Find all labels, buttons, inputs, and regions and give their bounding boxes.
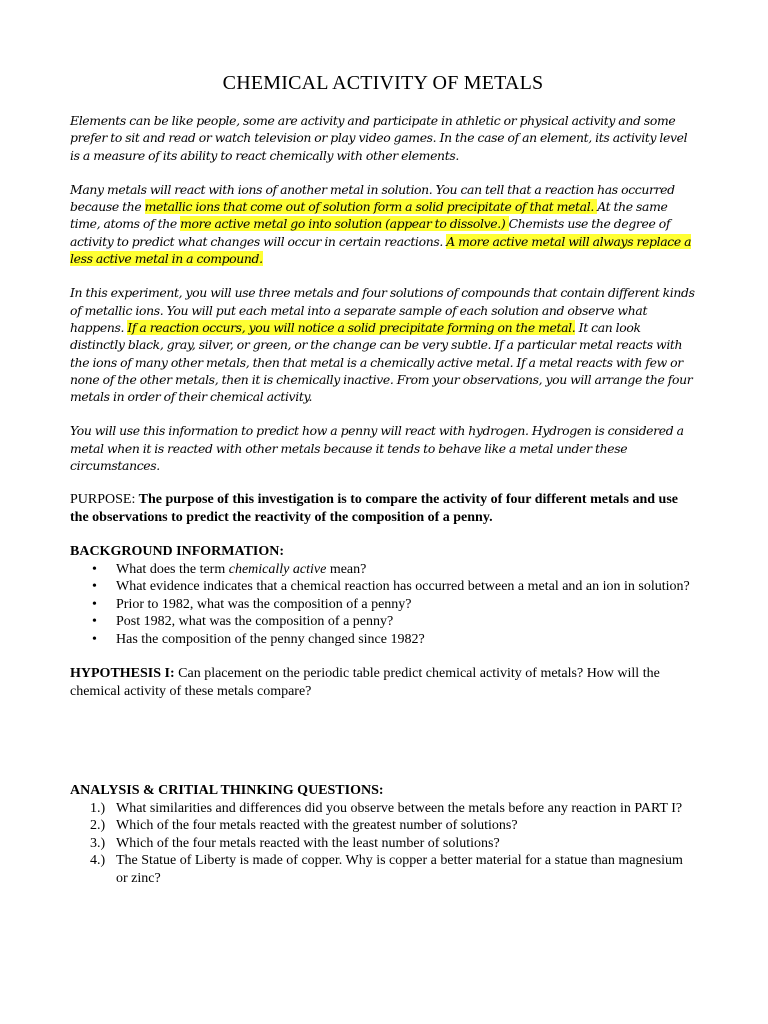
list-item-text: The Statue of Liberty is made of copper. Why is copper a better material for a statue than magnesium or zinc?	[116, 853, 683, 886]
item-number: 3.)	[90, 835, 106, 851]
list-item	[70, 852, 696, 887]
list-item-text: Post 1982, what was the composition of a penny?	[116, 614, 394, 630]
page-title: CHEMICAL ACTIVITY OF METALS	[222, 72, 544, 94]
list-item-text: Which of the four metals reacted with the greatest number of solutions?	[116, 818, 518, 834]
item-number: 1.)	[90, 800, 106, 816]
text-run: Chemists use the degree of activity to predict what changes will occur in certain reactions.	[70, 216, 671, 249]
list-item	[70, 578, 696, 596]
analysis-heading: ANALYSIS & CRITIAL THINKING QUESTIONS:	[70, 783, 384, 799]
item-number: 2.)	[90, 818, 106, 834]
experiment-paragraph	[70, 284, 696, 405]
bullet-icon: •	[92, 614, 97, 630]
highlighted-text: A more active metal will always replace a less active metal in a compound.	[70, 233, 692, 267]
hydrogen-paragraph: You will use this information to predict how a penny will react with hydrogen. Hydrogen is considered a metal when it is reacted with other metals because it tends to behave like a metal under these circumstances.	[70, 423, 684, 474]
bullet-icon: •	[92, 631, 97, 647]
text-run: Many metals will react with ions of another metal in solution. You can tell that a reaction has occurred because the	[70, 181, 675, 215]
list-item-text: Which of the four metals reacted with the least number of solutions?	[116, 835, 500, 851]
list-item	[70, 835, 696, 853]
text-run: What does the term	[116, 561, 229, 577]
bullet-icon: •	[92, 596, 97, 612]
bullet-icon: •	[92, 561, 97, 577]
list-item	[70, 817, 696, 835]
list-item	[70, 800, 696, 818]
list-item	[70, 561, 696, 579]
list-item-text: Prior to 1982, what was the composition of a penny?	[116, 596, 412, 612]
text-run: mean?	[326, 561, 367, 577]
highlighted-text: If a reaction occurs, you will notice a solid precipitate forming on the metal.	[127, 319, 576, 335]
purpose-label: PURPOSE:	[70, 492, 136, 508]
background-heading: BACKGROUND INFORMATION:	[70, 544, 285, 560]
hypothesis-section	[70, 665, 696, 700]
list-item-text: What similarities and differences did you observe between the metals before any reaction in PART I?	[116, 800, 683, 816]
list-item-text: What evidence indicates that a chemical reaction has occurred between a metal and an ion in solution?	[116, 579, 690, 595]
purpose-section	[70, 491, 696, 526]
reaction-paragraph	[70, 181, 696, 267]
hypothesis-text: Can placement on the periodic table predict chemical activity of metals? How will the chemical activity of these metals compare?	[70, 666, 660, 699]
list-item-text: Has the composition of the penny changed since 1982?	[116, 631, 425, 647]
list-item	[70, 613, 696, 631]
text-run: In this experiment, you will use three metals and four solutions of compounds that contain different kinds of metallic ions. You will put each metal into a separate sample of each solution and observe what happens.	[70, 285, 695, 335]
intro-paragraph: Elements can be like people, some are activity and participate in athletic or physical activity and some prefer to sit and read or watch television or play video games. In the case of an element, its activity level is a measure of its ability to react chemically with other elements.	[70, 113, 688, 163]
highlighted-text: more active metal go into solution (appear to dissolve.)	[180, 216, 509, 232]
hypothesis-label: HYPOTHESIS I:	[70, 666, 175, 682]
highlighted-text: metallic ions that come out of solution form a solid precipitate of that metal.	[144, 199, 598, 215]
item-number: 4.)	[90, 853, 106, 869]
bullet-icon: •	[92, 579, 97, 595]
emphasis-text: chemically active	[228, 561, 327, 577]
purpose-text: The purpose of this investigation is to compare the activity of four different metals and use the observations to predict the reactivity of the composition of a penny.	[70, 492, 678, 525]
list-item	[70, 631, 696, 649]
background-list	[70, 561, 696, 649]
text-run: At the same time, atoms of the	[70, 199, 668, 232]
list-item	[70, 596, 696, 614]
text-run: It can look distinctly black, gray, silver, or green, or the change can be very subtle. If a particular metal reacts with the ions of many other metals, then that metal is a chemically active metal. If a metal reacts with few or none of the other metals, then it is chemically inactive. From your observations, you will arrange the four metals in order of their chemical activity.	[70, 319, 693, 405]
analysis-list	[70, 800, 696, 888]
